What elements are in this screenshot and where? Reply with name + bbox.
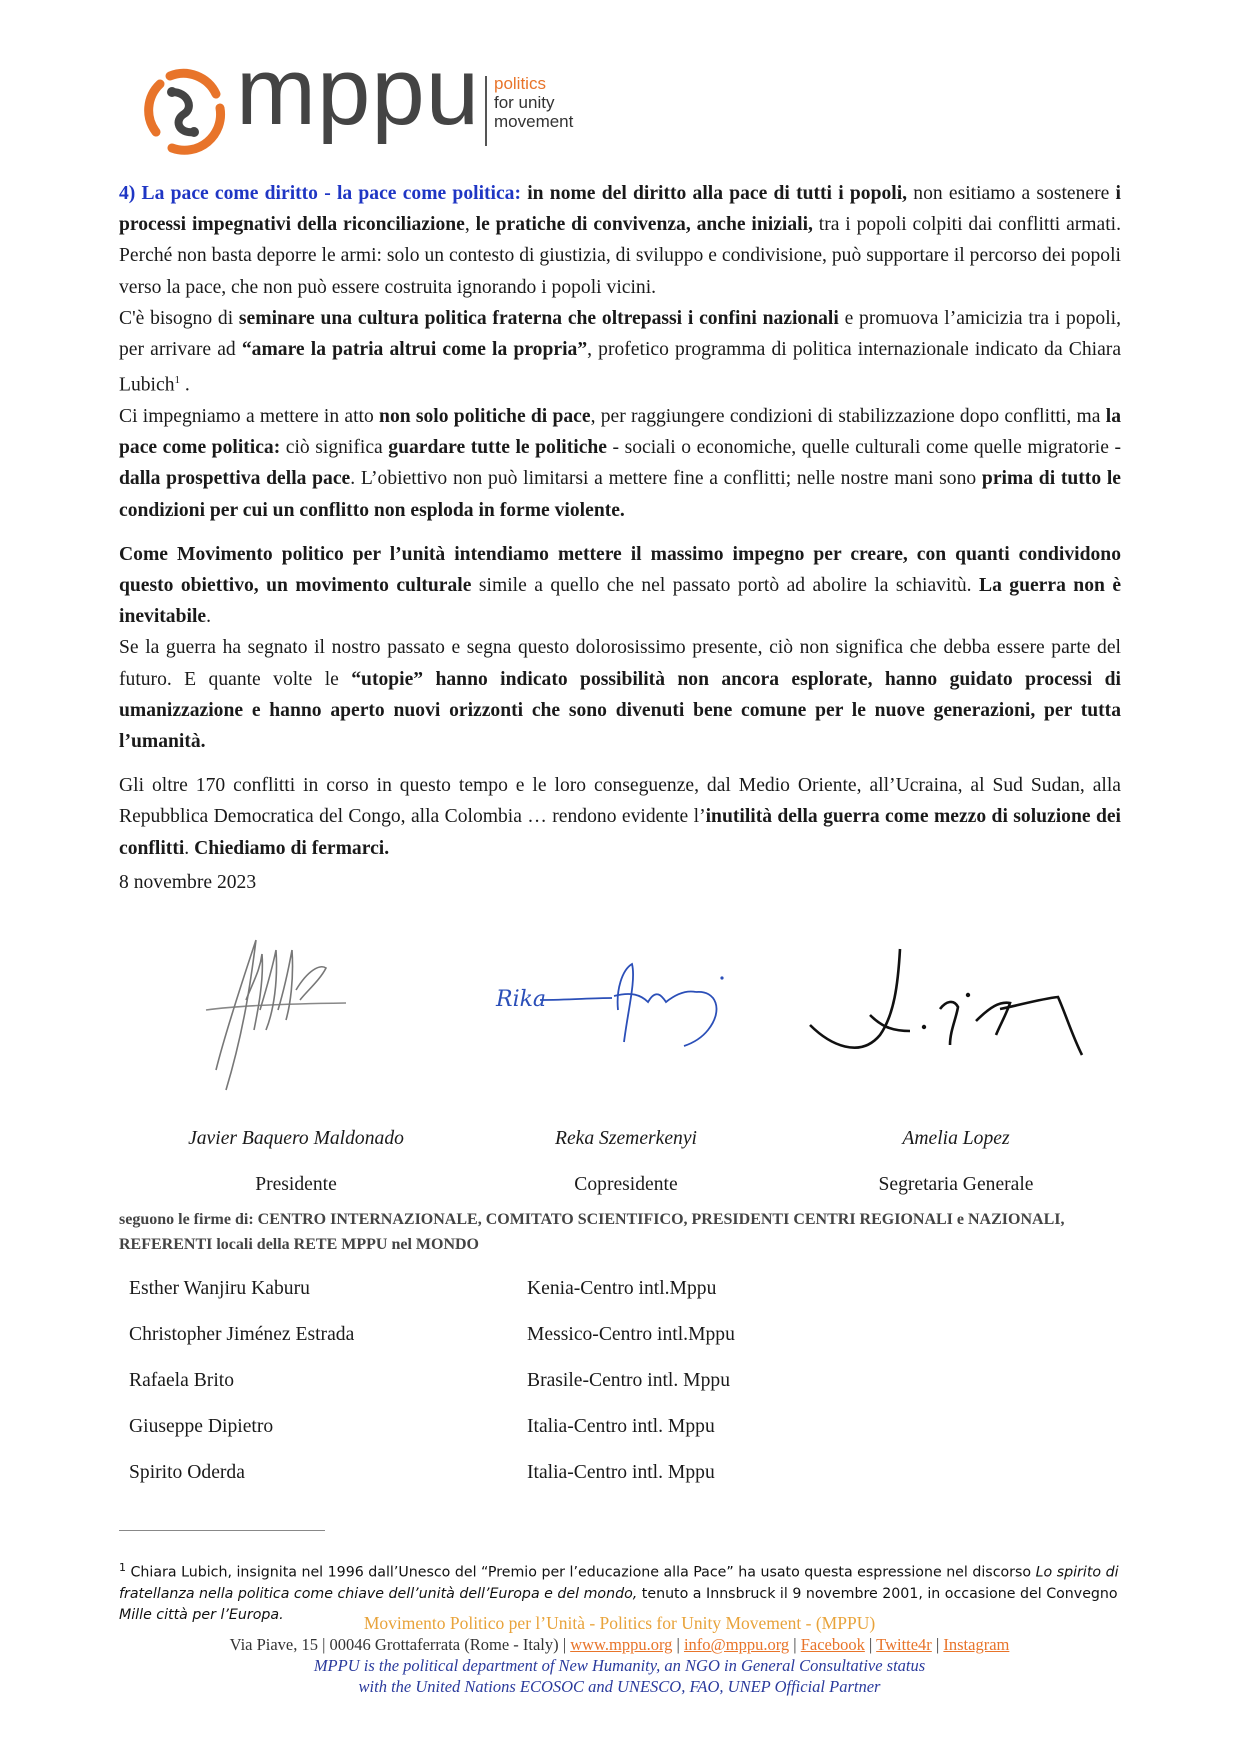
- logo-wordmark: mppu: [236, 38, 481, 145]
- signature-reka-initials: Rika: [496, 987, 547, 1012]
- p1-bold-2: i processi impegnativi della riconciliazione: [119, 183, 1121, 236]
- signatory-name-3: Amelia Lopez: [902, 1128, 1010, 1149]
- table-row-name: Giuseppe Dipietro: [129, 1416, 274, 1437]
- logo-tagline-line-1: politics: [494, 74, 546, 93]
- signature-amelia: [800, 935, 1100, 1075]
- p3-bold-5: prima di tutto le condizioni per cui un conflitto non esploda in forme violente.: [119, 468, 1121, 521]
- link-twitter[interactable]: Twitte4r: [876, 1635, 932, 1654]
- letter-date: 8 novembre 2023: [119, 872, 257, 893]
- footer-mission-1: MPPU is the political department of New Humanity, an NGO in General Consultative status: [313, 1656, 926, 1675]
- also-signed-lead: seguono le firme di:: [119, 1211, 254, 1228]
- table-row-org: Kenia-Centro intl.Mppu: [527, 1278, 717, 1299]
- logo-tagline-line-2: for unity: [494, 93, 555, 112]
- footer-address-line: [0, 1634, 1239, 1655]
- paragraph-2: [119, 303, 1121, 401]
- signature-reka: [490, 950, 750, 1060]
- p5-text-1: Se la guerra ha segnato il nostro passato e segna questo dolorosissimo presente, ciò non significa che debba essere parte del futuro. E quante volte le: [119, 637, 1121, 690]
- p2-bold-2: “amare la patria altrui come la propria”: [241, 339, 588, 361]
- table-row: [129, 1462, 715, 1484]
- p2-text-4: .: [184, 374, 190, 396]
- footnote-mark: 1: [119, 1561, 126, 1574]
- page-footer: [0, 1613, 1239, 1697]
- signatory-name-1: Javier Baquero Maldonado: [188, 1128, 404, 1149]
- signatory-name-2: Reka Szemerkenyi: [555, 1128, 697, 1149]
- signatory-role-2: Copresidente: [574, 1174, 678, 1195]
- mppu-emblem-icon: [136, 62, 232, 158]
- paragraph-3: [119, 401, 1121, 526]
- p3-text-2: , per raggiungere condizioni di stabilizzazione dopo conflitti, ma: [590, 405, 1101, 427]
- logo-tagline-line-3: movement: [494, 112, 574, 131]
- p3-bold-4: dalla prospettiva della pace: [119, 468, 351, 490]
- link-email[interactable]: info@mppu.org: [683, 1635, 790, 1654]
- p2-text-1: C'è bisogno di: [119, 307, 234, 329]
- link-website[interactable]: www.mppu.org: [570, 1635, 673, 1654]
- table-row-name: Christopher Jiménez Estrada: [129, 1324, 355, 1345]
- footnote-text-2: tenuto a Innsbruck il 9 novembre 2001, in occasione del Convegno: [641, 1585, 1118, 1602]
- p3-text-5: . L’obiettivo non può limitarsi a mettere fine a conflitti; nelle nostre mani sono: [350, 468, 977, 490]
- p6-text-2: .: [184, 837, 190, 859]
- paragraph-5: [119, 632, 1121, 757]
- p6-text-1: Gli oltre 170 conflitti in corso in questo tempo e le loro conseguenze, dal Medio Oriente, all’Ucraina, al Sud Sudan, alla Repubblica Democratica del Congo, alla Colombia … rendono evidente l’: [119, 775, 1121, 828]
- table-row: [129, 1278, 717, 1300]
- table-row-org: Brasile-Centro intl. Mppu: [527, 1370, 730, 1391]
- p3-text-4: - sociali o economiche, quelle culturali come quelle migratorie -: [612, 437, 1122, 459]
- p4-text-2: .: [206, 606, 211, 628]
- link-instagram[interactable]: Instagram: [943, 1635, 1010, 1654]
- p6-bold-2: Chiediamo di fermarci.: [194, 837, 390, 859]
- signatory-role-1: Presidente: [255, 1174, 337, 1195]
- table-row: [129, 1324, 735, 1346]
- mppu-logo: [136, 38, 616, 172]
- p2-text-2: e promuova l’amicizia tra i popoli, per arrivare ad: [119, 307, 1121, 361]
- p1-text-3: tra i popoli colpiti dai conflitti armati. Perché non basta deporre le armi: solo un contesto di giustizia, di sviluppo e condivisione, può supportare il percorso dei popoli verso la pace, che non può essere costruita ignorando i popoli vicini.: [119, 214, 1122, 298]
- table-row-name: Spirito Oderda: [129, 1462, 245, 1483]
- signatory-role-3: Segretaria Generale: [878, 1174, 1034, 1195]
- p4-text-1: simile a quello che nel passato portò ad abolire la schiavitù.: [478, 574, 972, 596]
- paragraph-4: [119, 539, 1121, 633]
- table-row-org: Italia-Centro intl. Mppu: [527, 1416, 715, 1437]
- footer-mission-2: with the United Nations ECOSOC and UNESCO, FAO, UNEP Official Partner: [358, 1677, 881, 1696]
- table-row-org: Italia-Centro intl. Mppu: [527, 1462, 715, 1483]
- paragraph-1: [119, 178, 1121, 303]
- p3-bold-3: guardare tutte le politiche: [388, 437, 607, 459]
- footnote-italic-2: Mille città per l’Europa.: [119, 1606, 284, 1623]
- logo-tagline: [494, 74, 573, 131]
- p3-text-1: Ci impegniamo a mettere in atto: [119, 405, 374, 427]
- footnote-italic-1: Lo spirito di fratellanza nella politica come chiave dell’unità dell’Europa e del mondo,: [119, 1564, 1119, 1602]
- footer-separator: |: [793, 1635, 797, 1654]
- table-row-org: Messico-Centro intl.Mppu: [527, 1324, 735, 1345]
- p6-bold-1: inutilità della guerra come mezzo di soluzione dei conflitti: [119, 806, 1121, 859]
- footnote-text-1: Chiara Lubich, insignita nel 1996 dall’Unesco del “Premio per l’educazione alla Pace” ha usato questa espressione nel discorso: [130, 1564, 1032, 1581]
- letter-body: [119, 178, 1121, 864]
- also-signed-groups: CENTRO INTERNAZIONALE, COMITATO SCIENTIFICO, PRESIDENTI CENTRI REGIONALI e NAZIONALI, REFERENTI locali della RETE MPPU nel MONDO: [119, 1211, 1065, 1253]
- p4-bold-2: La guerra non è inevitabile: [119, 574, 1122, 628]
- footnote-ref[interactable]: 1: [174, 374, 180, 387]
- footer-separator: |: [869, 1635, 873, 1654]
- footer-address: Via Piave, 15 | 00046 Grottaferrata (Rome - Italy) |: [229, 1635, 567, 1654]
- table-row-name: Esther Wanjiru Kaburu: [129, 1278, 310, 1299]
- table-row-name: Rafaela Brito: [129, 1370, 235, 1391]
- table-row: [129, 1370, 730, 1392]
- p2-bold-1: seminare una cultura politica fraterna che oltrepassi i confini nazionali: [238, 307, 839, 329]
- footer-separator: |: [935, 1635, 940, 1654]
- link-facebook[interactable]: Facebook: [800, 1635, 865, 1654]
- p3-bold-1: non solo politiche di pace: [379, 405, 591, 427]
- p3-text-3: ciò significa: [285, 437, 383, 459]
- footnote-divider: [119, 1530, 325, 1531]
- footer-org-name: Movimento Politico per l’Unità - Politics for Unity Movement - (MPPU): [363, 1613, 876, 1633]
- p1-text-2: ,: [464, 214, 470, 236]
- p1-bold-3: le pratiche di convivenza, anche iniziali,: [475, 214, 813, 236]
- p1-bold-1: in nome del diritto alla pace di tutti i popoli,: [527, 183, 908, 204]
- section-heading: 4) La pace come diritto - la pace come politica:: [119, 183, 522, 204]
- also-signed-by: [119, 1207, 1121, 1257]
- p1-text-1: non esitiamo a sostenere: [913, 183, 1110, 204]
- p3-bold-2: la pace come politica:: [119, 405, 1122, 459]
- paragraph-6: [119, 770, 1121, 864]
- p4-bold-1: Come Movimento politico per l’unità intendiamo mettere il massimo impegno per creare, con quanti condividono questo obiettivo, un movimento culturale: [119, 543, 1121, 596]
- logo-separator: [485, 76, 487, 146]
- p2-text-3: , profetico programma di politica internazionale indicato da Chiara Lubich: [119, 339, 1122, 396]
- table-row: [129, 1416, 715, 1438]
- footer-separator: |: [676, 1635, 680, 1654]
- p5-bold-1: “utopie” hanno indicato possibilità non ancora esplorate, hanno guidato processi di umanizzazione e hanno aperto nuovi orizzonti che sono divenuti bene comune per le nuove generazioni, per tutta l’umanità.: [119, 668, 1121, 752]
- signature-javier: [196, 910, 356, 1100]
